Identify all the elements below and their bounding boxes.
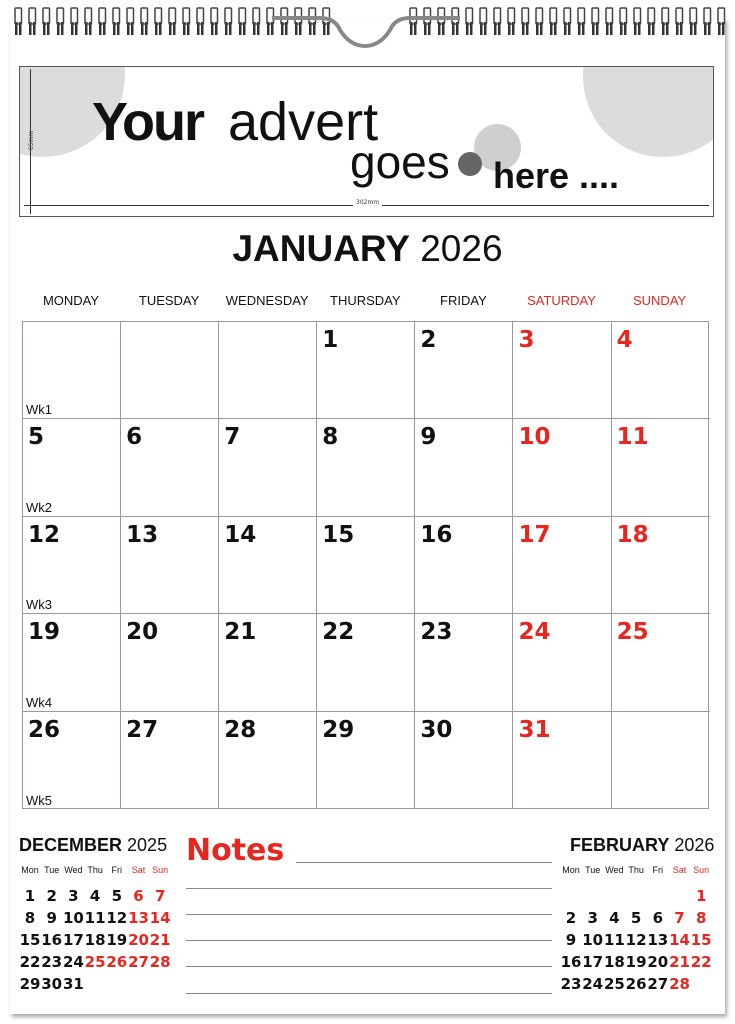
mini-day-number: 14 <box>669 931 690 949</box>
mini-day-number: 20 <box>647 953 669 971</box>
day-number: 11 <box>616 424 649 451</box>
day-number: 19 <box>28 619 61 646</box>
mini-day-number: 6 <box>652 909 664 927</box>
week-number: Wk2 <box>26 499 52 515</box>
advert-text-your: Your <box>92 92 203 152</box>
mini-day-number: 23 <box>41 953 63 971</box>
mini-weekday-label: Thu <box>87 865 103 875</box>
mini-day-number: 22 <box>19 953 41 971</box>
mini-day-number: 18 <box>84 931 106 949</box>
mini-weekday-label: Tue <box>585 865 601 875</box>
day-number: 17 <box>518 521 551 548</box>
spiral-coil <box>690 8 697 35</box>
mini-day-number: 19 <box>625 953 647 971</box>
day-cell[interactable] <box>513 418 612 516</box>
spiral-coil <box>99 8 106 35</box>
mini-day-number: 7 <box>154 887 166 905</box>
day-cell[interactable] <box>120 711 219 809</box>
mini-weekday-label: Tue <box>44 865 60 875</box>
mini-month-year: 2026 <box>674 835 715 855</box>
day-number: 4 <box>616 327 633 353</box>
day-number: 28 <box>224 716 257 743</box>
spiral-coil <box>466 8 473 35</box>
mini-day-number: 7 <box>674 909 685 927</box>
day-number: 18 <box>616 521 649 548</box>
mini-day-number: 13 <box>647 931 669 949</box>
month-year: 2026 <box>420 228 503 269</box>
day-cell[interactable] <box>414 711 513 809</box>
day-number: 23 <box>420 619 453 646</box>
spiral-coil <box>410 8 417 35</box>
mini-weekday-label: Sat <box>131 865 146 875</box>
day-number: 14 <box>224 521 257 548</box>
day-cell[interactable] <box>611 418 710 516</box>
mini-day-number: 1 <box>24 887 36 905</box>
day-cell[interactable] <box>120 321 219 419</box>
spiral-coil <box>634 8 641 35</box>
mini-day-number: 28 <box>669 975 690 993</box>
mini-day-number: 13 <box>128 909 149 927</box>
day-cell[interactable] <box>22 321 121 419</box>
spiral-coil <box>197 8 204 35</box>
spiral-coil <box>85 8 92 35</box>
spiral-coil <box>323 8 330 35</box>
advert-banner <box>19 66 714 217</box>
mini-calendar-title <box>19 835 179 856</box>
mini-day-number: 19 <box>106 931 128 949</box>
day-number: 22 <box>322 619 355 646</box>
mini-month-name: FEBRUARY <box>570 835 670 855</box>
day-cell[interactable] <box>22 418 121 516</box>
spiral-coil <box>550 8 557 35</box>
day-number: 3 <box>518 327 535 353</box>
mini-day-number: 3 <box>68 887 79 905</box>
weekday-label-monday: MONDAY <box>42 293 100 308</box>
spiral-coil <box>592 8 599 35</box>
day-cell[interactable] <box>414 516 513 614</box>
day-cell[interactable] <box>414 418 513 516</box>
mini-day-number: 11 <box>603 931 625 949</box>
day-cell[interactable] <box>513 711 612 809</box>
note-line <box>296 862 552 863</box>
day-cell[interactable] <box>611 516 710 614</box>
month-grid <box>22 321 709 809</box>
mini-day-number: 12 <box>625 931 647 949</box>
day-cell[interactable] <box>513 613 612 711</box>
day-number: 25 <box>616 619 649 646</box>
mini-day-number: 20 <box>128 931 149 949</box>
note-line <box>186 993 552 994</box>
height-dimension-label: 65mm <box>28 130 36 151</box>
mini-day-number: 14 <box>149 909 171 927</box>
week-number: Wk5 <box>26 792 52 808</box>
day-number: 21 <box>224 619 257 646</box>
day-cell[interactable] <box>513 321 612 419</box>
mini-day-number: 26 <box>625 975 647 993</box>
spiral-coil <box>508 8 515 35</box>
spiral-coil <box>43 8 50 35</box>
weekday-label-thursday: THURSDAY <box>330 293 401 308</box>
mini-calendar-next <box>560 835 720 993</box>
weekday-label-tuesday: TUESDAY <box>138 293 200 308</box>
mini-weekday-label: Mon <box>21 865 39 875</box>
spiral-coil <box>522 8 529 35</box>
mini-day-number: 27 <box>647 975 669 993</box>
mini-day-number: 2 <box>565 909 577 927</box>
day-number: 10 <box>518 424 551 451</box>
day-number: 31 <box>518 716 551 743</box>
mini-day-number: 12 <box>106 909 128 927</box>
day-number: 9 <box>420 424 437 451</box>
day-cell[interactable] <box>22 711 121 809</box>
mini-day-number: 8 <box>695 909 707 927</box>
spiral-coil <box>183 8 190 35</box>
day-cell[interactable] <box>316 418 415 516</box>
mini-month-name: DECEMBER <box>19 835 123 855</box>
month-title <box>0 228 735 270</box>
day-number: 12 <box>28 521 61 548</box>
spiral-coil <box>71 8 78 35</box>
spiral-coil <box>267 8 274 35</box>
mini-weekday-label: Fri <box>652 865 664 875</box>
mini-day-number: 5 <box>111 887 123 905</box>
spiral-coil <box>606 8 613 35</box>
day-cell[interactable] <box>218 516 317 614</box>
mini-day-number: 10 <box>582 931 604 949</box>
mini-day-number: 16 <box>560 953 582 971</box>
note-line <box>186 914 552 915</box>
day-number: 20 <box>126 619 159 646</box>
mini-weekday-label: Wed <box>64 865 83 875</box>
spiral-binding <box>0 0 735 50</box>
spiral-coil <box>225 8 232 35</box>
mini-day-number: 10 <box>62 909 84 927</box>
spiral-coil <box>15 8 22 35</box>
spiral-coil <box>113 8 120 35</box>
day-cell[interactable] <box>218 418 317 516</box>
mini-weekday-label: Fri <box>111 865 123 875</box>
advert-text-here: here .... <box>493 155 620 196</box>
notes-title: Notes <box>186 833 285 868</box>
mini-day-number: 25 <box>84 953 106 971</box>
spiral-coil <box>480 8 487 35</box>
mini-day-number: 28 <box>149 953 171 971</box>
width-dimension-label: 302mm <box>353 199 382 206</box>
mini-day-number: 31 <box>62 975 84 993</box>
spiral-coil <box>704 8 711 35</box>
mini-weekday-label: Mon <box>562 865 580 875</box>
mini-weekday-label: Thu <box>628 865 644 875</box>
mini-day-number: 1 <box>695 887 707 905</box>
day-number: 16 <box>420 521 453 548</box>
advert-text-goes: goes <box>350 136 450 188</box>
day-cell[interactable] <box>120 418 219 516</box>
spiral-coil <box>494 8 501 35</box>
mini-day-number: 25 <box>603 975 625 993</box>
day-number: 13 <box>126 521 159 548</box>
week-number: Wk4 <box>26 694 52 710</box>
mini-day-number: 6 <box>133 887 144 905</box>
spiral-coil <box>169 8 176 35</box>
day-cell[interactable] <box>316 321 415 419</box>
day-cell[interactable] <box>316 711 415 809</box>
advert-text-advert: advert <box>228 92 379 152</box>
day-number: 26 <box>28 716 61 743</box>
decor-dot <box>458 152 482 176</box>
day-number: 2 <box>420 327 437 353</box>
spiral-coil <box>676 8 683 35</box>
mini-day-number: 17 <box>582 953 604 971</box>
mini-day-number: 27 <box>128 953 149 971</box>
spiral-coil <box>718 8 725 35</box>
mini-day-number: 9 <box>565 931 577 949</box>
mini-day-number: 23 <box>560 975 582 993</box>
day-cell[interactable] <box>611 613 710 711</box>
mini-day-number: 21 <box>669 953 690 971</box>
day-number: 27 <box>126 716 159 743</box>
mini-day-number: 9 <box>46 909 57 927</box>
spiral-coil <box>564 8 571 35</box>
week-number: Wk1 <box>26 402 52 418</box>
mini-day-number: 4 <box>89 887 101 905</box>
day-cell[interactable] <box>218 321 317 419</box>
day-cell[interactable] <box>611 321 710 419</box>
day-cell[interactable] <box>120 613 219 711</box>
weekday-label-saturday: SATURDAY <box>527 293 596 308</box>
mini-weekday-label: Wed <box>605 865 624 875</box>
mini-calendar-previous <box>19 835 179 993</box>
spiral-coil <box>211 8 218 35</box>
day-number: 30 <box>420 716 453 743</box>
mini-day-number: 3 <box>587 909 598 927</box>
note-line <box>186 888 552 889</box>
mini-day-number: 18 <box>603 953 625 971</box>
day-number: 7 <box>224 424 241 451</box>
weekday-label-sunday: SUNDAY <box>632 293 687 308</box>
spiral-coil <box>57 8 64 35</box>
day-cell[interactable] <box>414 321 513 419</box>
mini-day-number: 4 <box>609 909 620 927</box>
spiral-coil <box>127 8 134 35</box>
spiral-coil <box>578 8 585 35</box>
month-name: JANUARY <box>232 228 410 269</box>
mini-day-number: 24 <box>582 975 604 993</box>
day-number: 6 <box>126 424 143 451</box>
spiral-coil <box>424 8 431 35</box>
day-cell[interactable] <box>22 516 121 614</box>
day-cell[interactable] <box>414 613 513 711</box>
day-number: 5 <box>28 424 45 451</box>
day-cell[interactable] <box>120 516 219 614</box>
spiral-coil <box>295 8 302 35</box>
spiral-coil <box>620 8 627 35</box>
day-number: 29 <box>322 716 355 743</box>
mini-day-number: 2 <box>46 887 57 905</box>
mini-calendar-title <box>560 835 720 856</box>
spiral-coil <box>253 8 260 35</box>
spiral-coil <box>155 8 162 35</box>
spiral-coil <box>281 8 288 35</box>
spiral-coil <box>239 8 246 35</box>
mini-day-number: 24 <box>62 953 84 971</box>
day-cell[interactable] <box>513 516 612 614</box>
spiral-coil <box>662 8 669 35</box>
mini-day-number: 16 <box>41 931 63 949</box>
day-number: 24 <box>518 619 551 646</box>
spiral-coil <box>536 8 543 35</box>
decor-circle <box>583 66 714 157</box>
note-line <box>186 966 552 967</box>
mini-day-number: 22 <box>690 953 712 971</box>
mini-month-year: 2025 <box>127 835 168 855</box>
day-number: 8 <box>322 424 339 451</box>
mini-weekday-label: Sun <box>152 865 169 875</box>
mini-day-number: 15 <box>690 931 712 949</box>
week-number: Wk3 <box>26 597 52 613</box>
mini-weekday-label: Sun <box>693 865 710 875</box>
weekday-label-friday: FRIDAY <box>440 293 487 308</box>
mini-day-number: 30 <box>41 975 63 993</box>
spiral-coil <box>141 8 148 35</box>
mini-day-number: 15 <box>19 931 41 949</box>
day-cell[interactable] <box>611 711 710 809</box>
day-number: 1 <box>322 327 339 353</box>
mini-day-number: 26 <box>106 953 128 971</box>
spiral-coil <box>648 8 655 35</box>
mini-day-number: 29 <box>19 975 41 993</box>
weekday-label-wednesday: WEDNESDAY <box>225 293 309 308</box>
mini-day-number: 5 <box>630 909 642 927</box>
spiral-coil <box>29 8 36 35</box>
spiral-coil <box>452 8 459 35</box>
day-number: 15 <box>322 521 355 548</box>
spiral-coil <box>309 8 316 35</box>
mini-day-number: 11 <box>84 909 106 927</box>
note-line <box>186 940 552 941</box>
day-cell[interactable] <box>316 613 415 711</box>
day-cell[interactable] <box>218 711 317 809</box>
mini-weekday-label: Sat <box>672 865 687 875</box>
mini-day-number: 8 <box>24 909 36 927</box>
mini-day-number: 17 <box>62 931 84 949</box>
day-cell[interactable] <box>218 613 317 711</box>
mini-day-number: 21 <box>149 931 171 949</box>
day-cell[interactable] <box>22 613 121 711</box>
day-cell[interactable] <box>316 516 415 614</box>
spiral-coil <box>438 8 445 35</box>
